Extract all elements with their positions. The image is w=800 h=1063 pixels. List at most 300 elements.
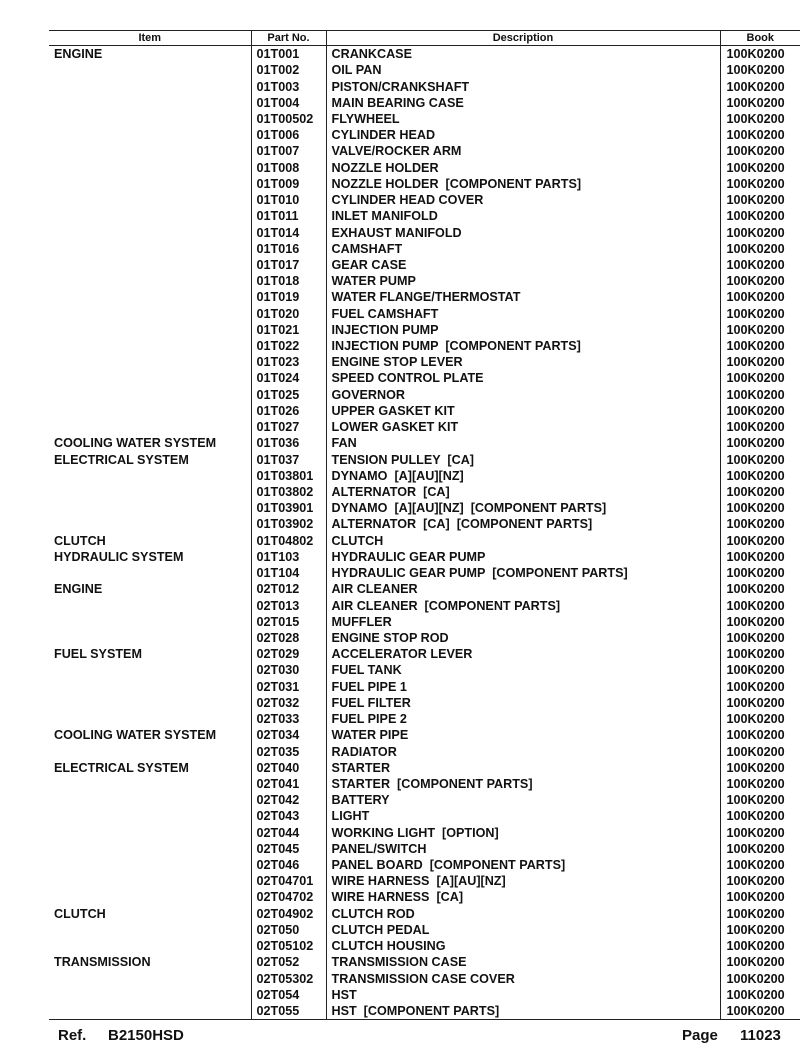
item-cell <box>49 62 251 78</box>
part-number-cell: 01T001 <box>251 46 326 63</box>
description-cell: BATTERY <box>326 792 720 808</box>
item-cell <box>49 922 251 938</box>
table-row <box>49 224 800 240</box>
description-cell: WIRE HARNESS [A][AU][NZ] <box>326 873 720 889</box>
part-number-cell: 02T045 <box>251 841 326 857</box>
part-number-cell: 01T017 <box>251 257 326 273</box>
table-row <box>49 451 800 467</box>
book-cell: 100K0200 <box>720 987 800 1003</box>
item-cell: ELECTRICAL SYSTEM <box>54 760 189 775</box>
book-cell: 100K0200 <box>720 78 800 94</box>
item-cell <box>49 224 251 240</box>
item-cell <box>49 208 251 224</box>
description-cell: PANEL BOARD [COMPONENT PARTS] <box>326 857 720 873</box>
description-cell: PANEL/SWITCH <box>326 841 720 857</box>
part-number-cell: 01T03902 <box>251 516 326 532</box>
table-row <box>49 954 800 970</box>
table-row <box>49 760 800 776</box>
item-cell <box>49 468 251 484</box>
description-cell: NOZZLE HOLDER <box>326 160 720 176</box>
item-cell <box>49 419 251 435</box>
item-cell <box>49 987 251 1003</box>
table-row <box>49 581 800 597</box>
ref-model: B2150HSD <box>108 1027 184 1044</box>
table-row <box>49 78 800 94</box>
description-cell: HYDRAULIC GEAR PUMP <box>326 549 720 565</box>
description-cell: ENGINE STOP ROD <box>326 630 720 646</box>
table-row <box>49 597 800 613</box>
item-cell: ENGINE <box>54 582 103 597</box>
part-number-cell: 01T014 <box>251 224 326 240</box>
item-cell <box>49 306 251 322</box>
book-cell: 100K0200 <box>720 760 800 776</box>
item-cell <box>49 403 251 419</box>
table-row <box>49 354 800 370</box>
header-item: Item <box>49 31 251 46</box>
part-number-cell: 01T04802 <box>251 533 326 549</box>
part-number-cell: 02T033 <box>251 711 326 727</box>
part-number-cell: 01T022 <box>251 338 326 354</box>
table-row <box>49 192 800 208</box>
table-row <box>49 970 800 986</box>
description-cell: UPPER GASKET KIT <box>326 403 720 419</box>
table-row <box>49 419 800 435</box>
table-row <box>49 289 800 305</box>
table-row <box>49 695 800 711</box>
part-number-cell: 01T103 <box>251 549 326 565</box>
description-cell: HST <box>326 987 720 1003</box>
part-number-cell: 02T040 <box>251 760 326 776</box>
table-row <box>49 776 800 792</box>
page-label: Page <box>682 1027 718 1044</box>
table-row <box>49 516 800 532</box>
book-cell: 100K0200 <box>720 451 800 467</box>
item-cell <box>49 679 251 695</box>
table-row <box>49 841 800 857</box>
table-row <box>49 533 800 549</box>
description-cell: PISTON/CRANKSHAFT <box>326 78 720 94</box>
table-row <box>49 176 800 192</box>
item-cell: CLUTCH <box>54 906 106 921</box>
part-number-cell: 02T05302 <box>251 970 326 986</box>
item-cell: COOLING WATER SYSTEM <box>54 728 217 743</box>
book-cell: 100K0200 <box>720 192 800 208</box>
table-row <box>49 565 800 581</box>
part-number-cell: 01T007 <box>251 143 326 159</box>
part-number-cell: 01T027 <box>251 419 326 435</box>
table-row <box>49 500 800 516</box>
description-cell: WIRE HARNESS [CA] <box>326 889 720 905</box>
description-cell: SPEED CONTROL PLATE <box>326 370 720 386</box>
book-cell: 100K0200 <box>720 224 800 240</box>
description-cell: AIR CLEANER [COMPONENT PARTS] <box>326 597 720 613</box>
part-number-cell: 02T05102 <box>251 938 326 954</box>
parts-index-sheet <box>49 30 800 1020</box>
book-cell: 100K0200 <box>720 792 800 808</box>
description-cell: TENSION PULLEY [CA] <box>326 451 720 467</box>
item-cell <box>49 338 251 354</box>
table-row <box>49 160 800 176</box>
part-number-cell: 01T018 <box>251 273 326 289</box>
part-number-cell: 01T03901 <box>251 500 326 516</box>
item-cell <box>49 95 251 111</box>
table-row <box>49 792 800 808</box>
book-cell: 100K0200 <box>720 241 800 257</box>
part-number-cell: 01T004 <box>251 95 326 111</box>
book-cell: 100K0200 <box>720 500 800 516</box>
table-row <box>49 679 800 695</box>
book-cell: 100K0200 <box>720 873 800 889</box>
table-row <box>49 257 800 273</box>
book-cell: 100K0200 <box>720 387 800 403</box>
part-number-cell: 02T013 <box>251 597 326 613</box>
book-cell: 100K0200 <box>720 808 800 824</box>
description-cell: FUEL PIPE 2 <box>326 711 720 727</box>
item-cell: ENGINE <box>54 47 103 62</box>
description-cell: CLUTCH ROD <box>326 906 720 922</box>
item-cell: COOLING WATER SYSTEM <box>54 436 217 451</box>
part-number-cell: 01T03801 <box>251 468 326 484</box>
item-cell <box>49 78 251 94</box>
item-cell <box>49 322 251 338</box>
part-number-cell: 01T03802 <box>251 484 326 500</box>
item-cell <box>49 516 251 532</box>
description-cell: CLUTCH HOUSING <box>326 938 720 954</box>
book-cell: 100K0200 <box>720 273 800 289</box>
item-cell <box>49 825 251 841</box>
item-cell <box>49 160 251 176</box>
book-cell: 100K0200 <box>720 922 800 938</box>
book-cell: 100K0200 <box>720 257 800 273</box>
description-cell: FAN <box>326 435 720 451</box>
part-number-cell: 02T035 <box>251 743 326 759</box>
book-cell: 100K0200 <box>720 549 800 565</box>
part-number-cell: 01T021 <box>251 322 326 338</box>
table-row <box>49 662 800 678</box>
item-cell <box>49 711 251 727</box>
part-number-cell: 02T052 <box>251 954 326 970</box>
description-cell: DYNAMO [A][AU][NZ] [COMPONENT PARTS] <box>326 500 720 516</box>
item-cell <box>49 808 251 824</box>
part-number-cell: 02T054 <box>251 987 326 1003</box>
description-cell: STARTER <box>326 760 720 776</box>
description-cell: TRANSMISSION CASE <box>326 954 720 970</box>
book-cell: 100K0200 <box>720 825 800 841</box>
item-cell <box>49 857 251 873</box>
book-cell: 100K0200 <box>720 565 800 581</box>
ref-label: Ref. <box>58 1027 87 1044</box>
header-part-no: Part No. <box>251 31 326 46</box>
item-cell <box>49 889 251 905</box>
description-cell: CLUTCH <box>326 533 720 549</box>
table-header <box>49 31 800 46</box>
page-footer <box>0 1027 800 1049</box>
table-row <box>49 62 800 78</box>
description-cell: ALTERNATOR [CA] [COMPONENT PARTS] <box>326 516 720 532</box>
book-cell: 100K0200 <box>720 630 800 646</box>
book-cell: 100K0200 <box>720 970 800 986</box>
table-row <box>49 808 800 824</box>
part-number-cell: 02T012 <box>251 581 326 597</box>
table-row <box>49 922 800 938</box>
book-cell: 100K0200 <box>720 176 800 192</box>
part-number-cell: 02T043 <box>251 808 326 824</box>
table-row <box>49 468 800 484</box>
description-cell: CYLINDER HEAD <box>326 127 720 143</box>
description-cell: STARTER [COMPONENT PARTS] <box>326 776 720 792</box>
description-cell: ALTERNATOR [CA] <box>326 484 720 500</box>
description-cell: INJECTION PUMP <box>326 322 720 338</box>
description-cell: AIR CLEANER <box>326 581 720 597</box>
table-row <box>49 95 800 111</box>
item-cell <box>49 597 251 613</box>
table-row <box>49 646 800 662</box>
part-number-cell: 02T042 <box>251 792 326 808</box>
table-row <box>49 727 800 743</box>
part-number-cell: 02T030 <box>251 662 326 678</box>
table-row <box>49 825 800 841</box>
description-cell: OIL PAN <box>326 62 720 78</box>
part-number-cell: 02T04701 <box>251 873 326 889</box>
book-cell: 100K0200 <box>720 95 800 111</box>
item-cell <box>49 614 251 630</box>
description-cell: CAMSHAFT <box>326 241 720 257</box>
book-cell: 100K0200 <box>720 597 800 613</box>
table-row <box>49 987 800 1003</box>
description-cell: LIGHT <box>326 808 720 824</box>
table-row <box>49 127 800 143</box>
book-cell: 100K0200 <box>720 889 800 905</box>
part-number-cell: 02T04902 <box>251 906 326 922</box>
item-cell <box>49 1003 251 1020</box>
page-number: 11023 <box>740 1027 781 1044</box>
table-row <box>49 889 800 905</box>
book-cell: 100K0200 <box>720 289 800 305</box>
description-cell: MUFFLER <box>326 614 720 630</box>
description-cell: FUEL FILTER <box>326 695 720 711</box>
part-number-cell: 01T00502 <box>251 111 326 127</box>
description-cell: CYLINDER HEAD COVER <box>326 192 720 208</box>
item-cell <box>49 111 251 127</box>
description-cell: CRANKCASE <box>326 46 720 63</box>
description-cell: ENGINE STOP LEVER <box>326 354 720 370</box>
item-cell: ELECTRICAL SYSTEM <box>54 452 189 467</box>
book-cell: 100K0200 <box>720 857 800 873</box>
book-cell: 100K0200 <box>720 484 800 500</box>
part-number-cell: 01T026 <box>251 403 326 419</box>
item-cell <box>49 370 251 386</box>
part-number-cell: 01T024 <box>251 370 326 386</box>
table-row <box>49 711 800 727</box>
item-cell: FUEL SYSTEM <box>54 647 142 662</box>
description-cell: FUEL TANK <box>326 662 720 678</box>
part-number-cell: 02T046 <box>251 857 326 873</box>
description-cell: FUEL PIPE 1 <box>326 679 720 695</box>
book-cell: 100K0200 <box>720 62 800 78</box>
table-row <box>49 208 800 224</box>
item-cell <box>49 192 251 208</box>
book-cell: 100K0200 <box>720 111 800 127</box>
book-cell: 100K0200 <box>720 143 800 159</box>
item-cell <box>49 792 251 808</box>
item-cell: TRANSMISSION <box>54 955 151 970</box>
book-cell: 100K0200 <box>720 841 800 857</box>
book-cell: 100K0200 <box>720 322 800 338</box>
book-cell: 100K0200 <box>720 679 800 695</box>
book-cell: 100K0200 <box>720 306 800 322</box>
table-row <box>49 403 800 419</box>
description-cell: DYNAMO [A][AU][NZ] <box>326 468 720 484</box>
description-cell: FUEL CAMSHAFT <box>326 306 720 322</box>
part-number-cell: 01T023 <box>251 354 326 370</box>
item-cell <box>49 127 251 143</box>
book-cell: 100K0200 <box>720 776 800 792</box>
book-cell: 100K0200 <box>720 906 800 922</box>
book-cell: 100K0200 <box>720 727 800 743</box>
part-number-cell: 02T050 <box>251 922 326 938</box>
part-number-cell: 01T020 <box>251 306 326 322</box>
description-cell: WORKING LIGHT [OPTION] <box>326 825 720 841</box>
header-description: Description <box>326 31 720 46</box>
book-cell: 100K0200 <box>720 435 800 451</box>
table-row <box>49 338 800 354</box>
book-cell: 100K0200 <box>720 581 800 597</box>
book-cell: 100K0200 <box>720 516 800 532</box>
part-number-cell: 01T036 <box>251 435 326 451</box>
table-row <box>49 46 800 63</box>
book-cell: 100K0200 <box>720 46 800 63</box>
table-row <box>49 743 800 759</box>
part-number-cell: 02T044 <box>251 825 326 841</box>
item-cell <box>49 484 251 500</box>
description-cell: FLYWHEEL <box>326 111 720 127</box>
table-row <box>49 938 800 954</box>
book-cell: 100K0200 <box>720 646 800 662</box>
part-number-cell: 02T031 <box>251 679 326 695</box>
item-cell <box>49 695 251 711</box>
part-number-cell: 02T015 <box>251 614 326 630</box>
book-cell: 100K0200 <box>720 468 800 484</box>
description-cell: WATER PIPE <box>326 727 720 743</box>
description-cell: TRANSMISSION CASE COVER <box>326 970 720 986</box>
part-number-cell: 01T006 <box>251 127 326 143</box>
part-number-cell: 02T055 <box>251 1003 326 1020</box>
table-row <box>49 906 800 922</box>
item-cell <box>49 289 251 305</box>
table-row <box>49 630 800 646</box>
description-cell: ACCELERATOR LEVER <box>326 646 720 662</box>
table-row <box>49 484 800 500</box>
description-cell: WATER PUMP <box>326 273 720 289</box>
table-row <box>49 273 800 289</box>
book-cell: 100K0200 <box>720 533 800 549</box>
book-cell: 100K0200 <box>720 419 800 435</box>
book-cell: 100K0200 <box>720 354 800 370</box>
part-number-cell: 01T008 <box>251 160 326 176</box>
description-cell: GOVERNOR <box>326 387 720 403</box>
item-cell <box>49 387 251 403</box>
part-number-cell: 01T011 <box>251 208 326 224</box>
part-number-cell: 01T003 <box>251 78 326 94</box>
part-number-cell: 01T104 <box>251 565 326 581</box>
description-cell: HYDRAULIC GEAR PUMP [COMPONENT PARTS] <box>326 565 720 581</box>
table-row <box>49 111 800 127</box>
item-cell <box>49 776 251 792</box>
part-number-cell: 02T041 <box>251 776 326 792</box>
description-cell: RADIATOR <box>326 743 720 759</box>
part-number-cell: 01T025 <box>251 387 326 403</box>
part-number-cell: 01T010 <box>251 192 326 208</box>
description-cell: WATER FLANGE/THERMOSTAT <box>326 289 720 305</box>
part-number-cell: 01T009 <box>251 176 326 192</box>
item-cell <box>49 143 251 159</box>
item-cell <box>49 354 251 370</box>
table-row <box>49 873 800 889</box>
book-cell: 100K0200 <box>720 338 800 354</box>
item-cell <box>49 743 251 759</box>
description-cell: INLET MANIFOLD <box>326 208 720 224</box>
table-row <box>49 1003 800 1020</box>
item-cell <box>49 176 251 192</box>
book-cell: 100K0200 <box>720 127 800 143</box>
description-cell: EXHAUST MANIFOLD <box>326 224 720 240</box>
item-cell <box>49 273 251 289</box>
book-cell: 100K0200 <box>720 614 800 630</box>
item-cell: CLUTCH <box>54 533 106 548</box>
book-cell: 100K0200 <box>720 954 800 970</box>
item-cell <box>49 970 251 986</box>
part-number-cell: 02T028 <box>251 630 326 646</box>
part-number-cell: 02T04702 <box>251 889 326 905</box>
description-cell: CLUTCH PEDAL <box>326 922 720 938</box>
description-cell: NOZZLE HOLDER [COMPONENT PARTS] <box>326 176 720 192</box>
header-book: Book <box>720 31 800 46</box>
description-cell: GEAR CASE <box>326 257 720 273</box>
description-cell: LOWER GASKET KIT <box>326 419 720 435</box>
table-row <box>49 306 800 322</box>
table-row <box>49 614 800 630</box>
parts-index-table <box>49 30 800 1020</box>
item-cell <box>49 565 251 581</box>
item-cell <box>49 257 251 273</box>
table-row <box>49 857 800 873</box>
description-cell: INJECTION PUMP [COMPONENT PARTS] <box>326 338 720 354</box>
item-cell <box>49 630 251 646</box>
item-cell <box>49 662 251 678</box>
part-number-cell: 02T029 <box>251 646 326 662</box>
table-row <box>49 143 800 159</box>
part-number-cell: 01T016 <box>251 241 326 257</box>
book-cell: 100K0200 <box>720 208 800 224</box>
part-number-cell: 02T034 <box>251 727 326 743</box>
book-cell: 100K0200 <box>720 662 800 678</box>
description-cell: MAIN BEARING CASE <box>326 95 720 111</box>
book-cell: 100K0200 <box>720 743 800 759</box>
table-row <box>49 241 800 257</box>
table-row <box>49 387 800 403</box>
item-cell: HYDRAULIC SYSTEM <box>54 549 184 564</box>
item-cell <box>49 938 251 954</box>
book-cell: 100K0200 <box>720 711 800 727</box>
part-number-cell: 02T032 <box>251 695 326 711</box>
book-cell: 100K0200 <box>720 370 800 386</box>
book-cell: 100K0200 <box>720 160 800 176</box>
book-cell: 100K0200 <box>720 403 800 419</box>
table-row <box>49 370 800 386</box>
description-cell: HST [COMPONENT PARTS] <box>326 1003 720 1020</box>
table-row <box>49 435 800 451</box>
table-row <box>49 549 800 565</box>
